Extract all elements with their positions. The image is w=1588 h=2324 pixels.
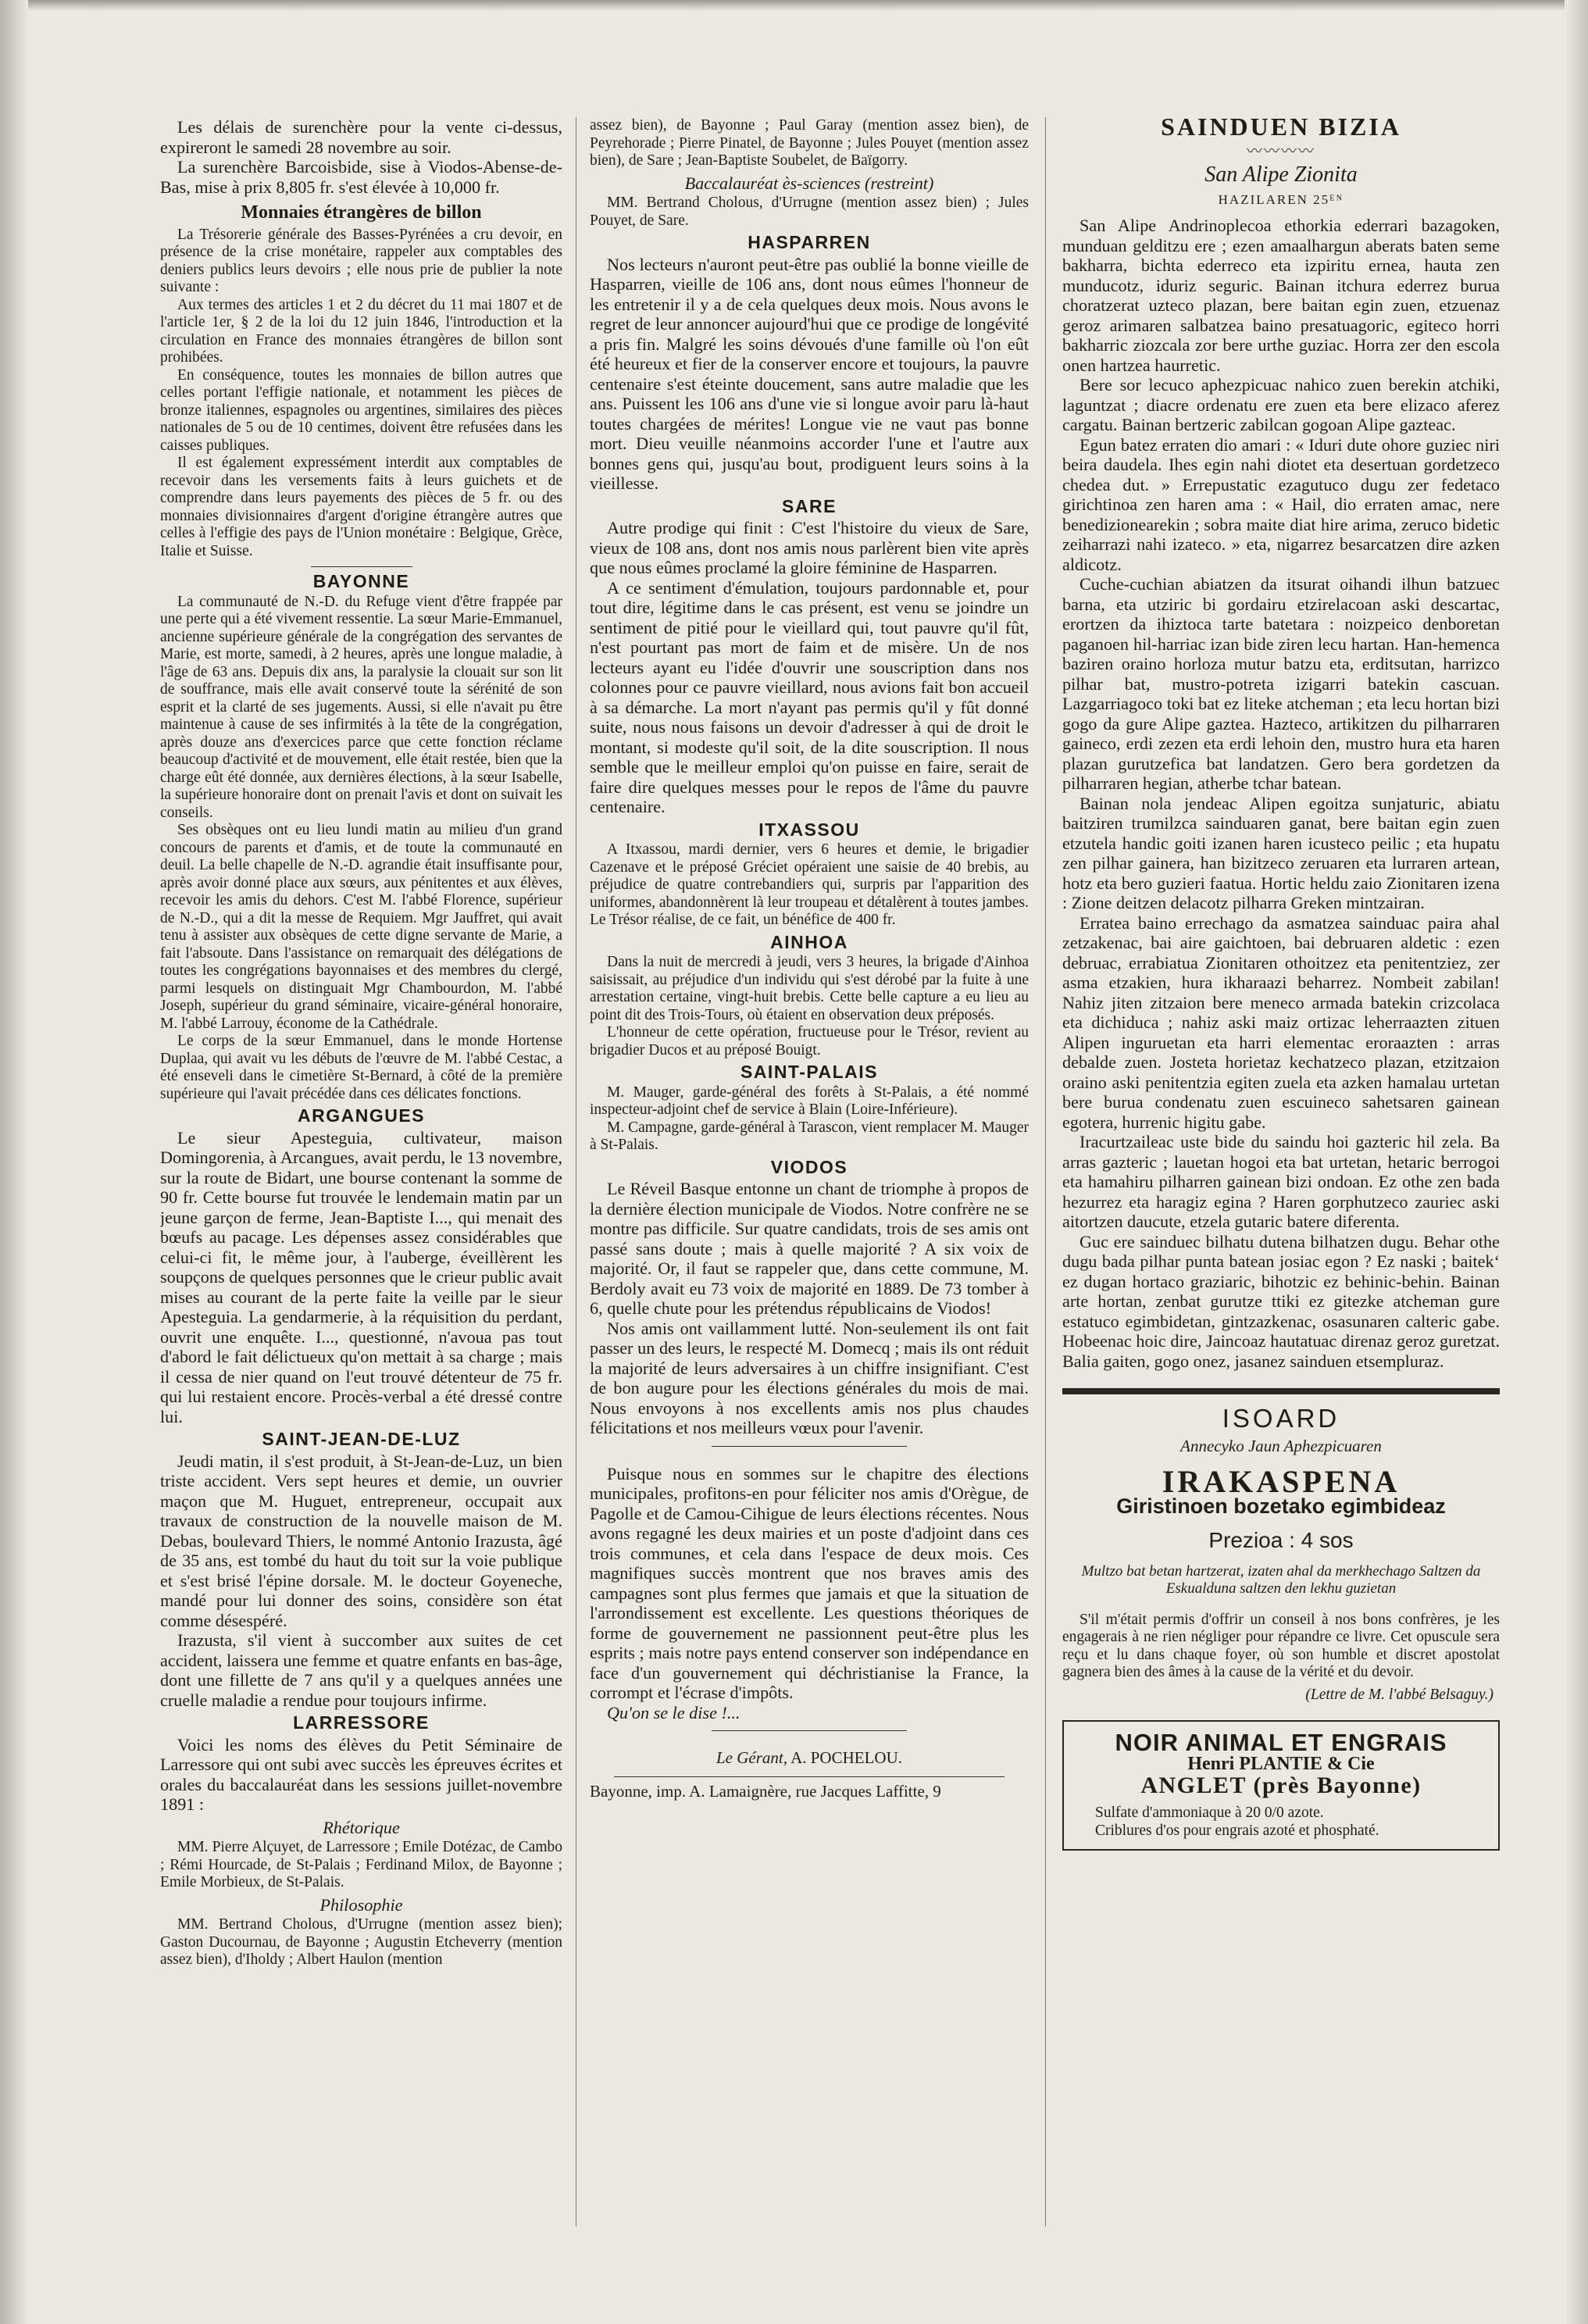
paragraph-puisque: Puisque nous en sommes sur le chapitre des élections municipales, profitons-en pour féliciter nos amis d'Orègue, de Pagolle et de Camou-Cihigue de leurs élections récentes. Nous avons regagné les deux mairies et un poste d'adjoint dans ces trois communes, et cela dans l'espace de deux mois. Ces magnifiques succès montrent que nos braves amis des campagnes sont plus fermes que jamais et que la situation de l'arrondissement est excellente. Les questions théoriques de forme de gouvernement ne passionnent peut-être plus les esprits ; mais notre pays entend conserver son indépendance en face d'un gouvernement qui déchristianise la France, la corrompt et l'écrase d'impôts.: [590, 1463, 1029, 1702]
advert-multzo: Multzo bat betan hartzerat, izaten ahal da merkhechago Saltzen da Eskualduna saltzen den lekhu guzietan: [1081, 1562, 1481, 1597]
paragraph-basque-5: Bainan nola jendeac Alipen egoitza sunjaturic, abiatu baitziren trumilzca sainduaren ganat, bere baitan egin zuen etzutela handic goiti izanen haren icusteco peilic ; eta hupatu zen pilhar gainera, han bizitzeco zeruaren eta lurraren artean, hotz eta bero guzieri faatua. Hortic heldu zaio Zionitaren izena : Zione deitzen delacotz pilharra Greken mintzairan.: [1062, 793, 1500, 912]
section-rule: [311, 566, 412, 567]
paragraph-basque-1: San Alipe Andrinoplecoa ethorkia ederrari bazagoken, munduan gelditzu ere ; ezen amaalhargun aberats baten seme bakharra, bichta ederreco eta izpiritu ernea, hauta zen munducotz, iduriz seguric. Bainan itchura ederrez burua choratzerat uzteco plazan, bere baitan egin zuen, etzuenaz geroz arimaren salbatzea baino presatuagoric, egiteco horri bakharric ziozcala zor bere urthe guziac. Horra zer den escola onen hartzea haurretic.: [1062, 216, 1500, 375]
ornament-wave: 〰〰〰〰: [1247, 142, 1315, 160]
advert-plantie: Henri PLANTIE & Cie: [1187, 1753, 1375, 1774]
page-edge-left: [0, 0, 28, 2324]
column-1: [160, 117, 562, 2289]
heading-sainduen-bizia: SAINDUEN BIZIA: [1161, 117, 1401, 141]
gerant-label: Le Gérant,: [715, 1748, 787, 1767]
paragraph-stjean-1: Jeudi matin, il s'est produit, à St-Jean-de-Luz, un bien triste accident. Vers sept heures et demie, un ouvrier maçon que M. Huguet, entrepreneur, occupait aux travaux de construction de la nouvelle maison de M. Debas, boulevard Thiers, le nommé Antonio Irazusta, âgé de 35 ans, est tombé du haut du toit sur la voie publique et s'est brisé l'épine dorsale. M. le docteur Goyeneche, mandé pour lui donner des soins, considère son état comme désespéré.: [160, 1451, 562, 1630]
advert-prezioa: Prezioa : 4 sos: [1208, 1528, 1354, 1552]
heading-sare: SARE: [782, 495, 837, 516]
paragraph-basque-3: Egun batez erraten dio amari : « Iduri dute ohore guziec niri beira daudela. Ihes egin nahi diotet eta desertuan gordetzeco chedea dut. » Errepustatic ezagutuco dugu zer fedetaco girichtinoa zen haren ama : « Hail, dio erraten amac, nere benedizionearekin ; sobra maite diat hire arima, zeruco bidetic zeiharrazi nahi izateco. » eta, nigarrez besarcatzen dire azken aldicotz.: [1062, 434, 1500, 574]
page-edge-right: [1565, 0, 1588, 2324]
paragraph-sare-1: Autre prodige qui finit : C'est l'histoire du vieux de Sare, vieux de 108 ans, dont nos amis nous parlèrent bien vite après que nous eûmes proclamé la gloire féminine de Hasparren.: [590, 518, 1029, 577]
paragraph-basque-2: Bere sor lecuco aphezpicuac nahico zuen berekin atchiki, laguntzat ; diacre ordenatu ere zuen eta bere elizaco aferez cargatu. Bainan bertzeric zabilcan gogoan Alipe gazteac.: [1062, 375, 1500, 434]
paragraph-basque-7: Iracurtzaileac uste bide du saindu hoi gazteric hil zela. Ba arras gazteric ; lauetan hogoi eta bat urtetan, hetaric berrogoi eta hamahiru pilharren gainean bizi ondoan. Ez othe zen bada hezurrez eta haragiz egina ? Haren gorphutzeco zauriec aski aitortzen daucute, etzela gutaric batere diferenta.: [1062, 1132, 1500, 1231]
advert-noir-animal: NOIR ANIMAL ET ENGRAIS: [1115, 1729, 1447, 1756]
advert-lettre: (Lettre de M. l'abbé Belsaguy.): [1305, 1686, 1493, 1703]
heading-saint-palais: SAINT-PALAIS: [740, 1062, 879, 1082]
subheading-philosophie: Philosophie: [319, 1894, 403, 1915]
advert-isoard: ISOARD: [1222, 1404, 1340, 1433]
paragraph-baccalaureat: MM. Bertrand Cholous, d'Urrugne (mention assez bien) ; Jules Pouyet, de Sare.: [590, 195, 1029, 229]
heading-arcangues: ARGANGUES: [297, 1105, 425, 1126]
subheading-baccalaureat: Baccalauréat ès-sciences (restreint): [684, 173, 934, 193]
advert-irakaspena: IRAKASPENA: [1162, 1464, 1401, 1499]
paragraph-monnaies-3: En conséquence, toutes les monnaies de billon autres que celles portant l'effigie nationale, et notamment les pièces de bronze italiennes, espagnoles ou argentines, similaires des pièces nationales de 5 ou de 10 centimes, doivent être refusées dans les caisses publiques.: [160, 366, 562, 454]
paragraph-bayonne-3: Le corps de la sœur Emmanuel, dans le monde Hortense Duplaa, qui avait vu les débuts de l'œuvre de M. l'abbé Cestac, a été enseveli dans le cimetière St-Bernard, à côté de la première supérieure qui l'avait précédée dans ces délicates fonctions.: [160, 1033, 562, 1102]
section-rule-elections: [712, 1446, 907, 1447]
heading-itxassou: ITXASSOU: [758, 819, 860, 840]
column-3: [1062, 117, 1500, 2289]
title-san-alipe: San Alipe Zionita: [1204, 162, 1358, 187]
paragraph-bayonne-2: Ses obsèques ont eu lieu lundi matin au milieu d'un grand concours de parents et d'amis, et de toute la communauté en deuil. La belle chapelle de N.-D. agrandie était insuffisante pour, après avoir donné place aux sœurs, aux pénitentes et aux élèves, recevoir les amis du dehors. C'est M. l'abbé Florence, supérieur de N.-D., qui a dit la messe de Requiem. Mgr Jauffret, qui avait tenu à assister aux obsèques de cette digne servante de Marie, a fait l'absoute. Dans l'assistance on remarquait des délégations de toutes les congrégations bayonnaises et des membres du clergé, parmi lesquels on distinguait Mgr Chambourdon, M. l'abbé Joseph, supérieur du grand séminaire, vicaire-général honoraire, M. l'abbé Larrouy, économe de la Cathédrale.: [160, 822, 562, 1032]
paragraph-stjean-2: Irazusta, s'il vient à succomber aux suites de cet accident, laissera une femme et quatre enfants en bas-âge, dont une fillette de 7 ans qu'il y a quelques années une cruelle maladie a rendue pour toujours infirme.: [160, 1630, 562, 1710]
paragraph-ainhoa-1: Dans la nuit de mercredi à jeudi, vers 3 heures, la brigade d'Ainhoa saisissait, au préjudice d'un individu qui s'est dérobé par la fuite à une arrestation certaine, vingt-huit brebis. Cette belle capture a eu lieu au point dit des Trois-Tours, où étaient en observation deux préposés.: [590, 954, 1029, 1023]
advert-recommendation: S'il m'était permis d'offrir un conseil à nos bons confrères, je les engagerais à ne rien négliger pour répandre ce livre. Cet opuscule sera reçu et lu dans chaque foyer, où son humble et discret apostolat gagnera bien des âmes à la cause de la vérité et du devoir.: [1062, 1611, 1500, 1680]
printer-line: Bayonne, imp. A. Lamaignère, rue Jacques Laffitte, 9: [590, 1781, 941, 1801]
paragraph-bayonne-1: La communauté de N.-D. du Refuge vient d'être frappée par une perte qui a été vivement ressentie. La sœur Marie-Emmanuel, ancienne supérieure générale de la congrégation des servantes de Marie, est morte, samedi, à 2 heures, après une longue maladie, à l'âge de 63 ans. Depuis dix ans, la paralysie la clouait sur son lit de souffrance, mais elle avait conservé toute la sérénité de son esprit et la clarté de ses jugements. Aussi, si elle n'avait pu être maintenue à cause de ses infirmités à la tête de la congrégation, après douze ans d'exercices parce que cette fonction réclame beaucoup d'activité et de mouvement, elle était restée, bien que la charge eût été donnée, aux dernières élections, à la sœur Isabelle, la supérieure honoraire dont on prenait l'avis et dont on suivait les conseils.: [160, 593, 562, 821]
paragraph-larressore-3: MM. Bertrand Cholous, d'Urrugne (mention assez bien); Gaston Ducournau, de Bayonne ; Augustin Etcheverry (mention assez bien), d'Iholdy ; Albert Haulon (mention: [160, 1916, 562, 1968]
heading-hasparren: HASPARREN: [748, 232, 871, 252]
paragraph-larressore-cont: assez bien), de Bayonne ; Paul Garay (mention assez bien), de Peyrehorade ; Pierre Pinatel, de Bayonne ; Jules Pouyet (mention assez bien), de Sare ; Jean-Baptiste Soubelet, de Baïgorry.: [590, 117, 1029, 169]
paragraph-larressore-1: Voici les noms des élèves du Petit Séminaire de Larressore qui ont subi avec succès les épreuves écrites et orales du baccalauréat dans les sessions juillet-novembre 1891 :: [160, 1734, 562, 1814]
paragraph-basque-4: Cuche-cuchian abiatzen da itsurat oihandi ilhun batzuec barna, eta utziric bi gordairu etzirelacoan aski descartac, erortzen da ihiztoca tarte batetara : noizpeico denboretan paganoen hil-harriac izan bide ziren lecu hartan. Han-hemenca baziren oraino horloza mutur batzu eta, erditsutan, harrizco pilhar bat, mustro-potreta izigarri batekin cascuan. Lazgarriagoco toki bat ez liteke atcheman ; eta lecu hortan bizi gogo da gure Alipe gaztea. Hazteco, artikitzen du pilharraren gaineco, erdi zezen eta erdi lehoin den, mustro hura eta haren plazan gurutzefica bat landatzen. Gero bera gordetzen da pilharraren hegian, atherbe tchar batean.: [1062, 574, 1500, 793]
heading-saint-jean-de-luz: SAINT-JEAN-DE-LUZ: [262, 1429, 461, 1449]
column-2: [590, 117, 1029, 2289]
gerant-name: A. POCHELOU.: [790, 1748, 902, 1767]
section-rule-gerant: [712, 1730, 907, 1731]
paragraph-monnaies-4: Il est également expressément interdit aux comptables de recevoir dans les versements faits à leurs guichets et de comprendre dans leurs payements des pièces de 5 fr. ou des monnaies divisionnaires d'argent d'origine étrangère autres que celles à l'effigie des pays de l'Union monétaire : Belgique, Grèce, Italie et Suisse.: [160, 455, 562, 559]
heading-larressore: LARRESSORE: [293, 1712, 430, 1733]
paragraph-larressore-2: MM. Pierre Alçuyet, de Larressore ; Emile Dotézac, de Cambo ; Rémi Hourcade, de St-Palais ; Ferdinand Milox, de Bayonne ; Emile Morbieux, de St-Palais.: [160, 1839, 562, 1890]
paragraph-stpalais-1: M. Mauger, garde-général des forêts à St-Palais, a été nommé inspecteur-adjoint chef de service à Blain (Loire-Inférieure).: [590, 1083, 1029, 1118]
advert-rule: [1062, 1388, 1500, 1394]
paragraph-sare-2: A ce sentiment d'émulation, toujours pardonnable et, pour tout dire, légitime dans le cas présent, est venu se joindre un sentiment de pitié pour le vieillard qui, tout pauvre qu'il fût, n'est pourtant pas mort de faim et de misère. Un de nos lecteurs ayant eu l'idée d'ouvrir une souscription dans nos colonnes pour ce pauvre vieillard, nous avions fait bon accueil à sa démarche. La mort n'ayant pas permis qu'il y fût donné suite, nous nous faisons un devoir d'adresser à qui de droit le montant, si modeste qu'il soit, de la dite souscription. Il nous semble que le meilleur emploi qu'on puisse en faire, serait de faire dire quelques messes pour le repos de l'âme du pauvre centenaire.: [590, 577, 1029, 816]
paragraph-surenchere-2: La surenchère Barcoisbide, sise à Viodos-Abense-de-Bas, mise à prix 8,805 fr. s'est élevée à 10,000 fr.: [160, 157, 562, 197]
heading-ainhoa: AINHOA: [770, 931, 848, 952]
paragraph-quon-se-le-dise: Qu'on se le dise !...: [607, 1702, 740, 1722]
date-hazilaren: HAZILAREN 25ᴱᴺ: [1218, 191, 1344, 207]
paragraph-ainhoa-2: L'honneur de cette opération, fructueuse pour le Trésor, revient au brigadier Ducos et au préposé Bouigt.: [590, 1024, 1029, 1058]
advert-anglet: ANGLET (près Bayonne): [1140, 1772, 1422, 1798]
advert-noir-animal-box: [1062, 1720, 1500, 1851]
paragraph-viodos-2: Nos amis ont vaillamment lutté. Non-seulement ils ont fait passer un des leurs, le respecté M. Domecq ; mais ils ont réduit la majorité de leurs adversaires à un chiffre insignifiant. C'est de bon augure pour les élections générales du mois de mai. Nous envoyons à nos excellents amis nos plus chaudes félicitations et nos meilleurs vœux pour l'avenir.: [590, 1318, 1029, 1437]
column-rule-2: [1045, 117, 1046, 2226]
paragraph-stpalais-2: M. Campagne, garde-général à Tarascon, vient remplacer M. Mauger à St-Palais.: [590, 1119, 1029, 1153]
heading-monnaies: Monnaies étrangères de billon: [241, 202, 482, 223]
gerant-line: [590, 1748, 1029, 1769]
paragraph-viodos-1: Le Réveil Basque entonne un chant de triomphe à propos de la dernière élection municipale de Viodos. Notre confrère ne se montre pas difficile. Sur quatre candidats, trois de ses amis ont passé sans doute ; mais à quelle majorité ? A six voix de majorité. Or, il faut se rappeler que, dans cette commune, M. Berdoly avait eu 73 voix de majorité en 1889. De 73 tomber à 6, quelle chute pour les prétendus républicains de Viodos!: [590, 1179, 1029, 1318]
section-rule-printer: [614, 1776, 1005, 1777]
heading-viodos: VIODOS: [770, 1156, 848, 1177]
paragraph-basque-8: Guc ere sainduec bilhatu dutena bilhatzen dugu. Behar othe dugu bada pilhar punta batean josiac egon ? Ez naski ; baitekʻ ez dugan hortaco graziaric, bihotzic ez behinic-behin. Bainan arte hortan, zenbat gurutze ttiki ez gitezke atcheman gure estatuco egimbidetan, gintzazkenac, osasunaren calteric gabe. Hobeenac hoic dire, Jaincoaz hautatuac direnaz geroz guretzat. Balia gaiten, gogo onez, jasanez sainduen etsempluraz.: [1062, 1231, 1500, 1371]
advert-criblures: Criblures d'os pour engrais azoté et phosphaté.: [1095, 1822, 1379, 1839]
paragraph-basque-6: Erratea baino errechago da asmatzea sainduac paira ahal zetzakenac, bai aire gaichtoen, bai debruaren aldetic : ezen debruac, errabiatua Zionitaren othoitzez eta penitentziez, zer asma etzakien, hura ikharaazi beharrez. Nombeit zabilan! Nahiz jiten zitzaion bere meneco armada batekin crizcolaca eta dichiduca ; nahiz aski maiz ortizac leherraazten zituen Alipen inguruetan eta harri elementac eroraazten : arras debalde zuen. Josteta horietaz kechatzeco plazan, etzitzaion oraino aski penitentzia egiten zuela eta azken hamalau urtetan bere burua condenatu zuen escuineco sahetsaren gainean egotera, hurrenic higitu gabe.: [1062, 912, 1500, 1132]
paragraph-itxassou: A Itxassou, mardi dernier, vers 6 heures et demie, le brigadier Cazenave et le préposé Gréciet opéraient une saisie de 40 brebis, au préjudice de quatre contrebandiers qui, surpris par l'apparition des uniformes, abandonnèrent là leur troupeau et détalèrent à toutes jambes. Le Trésor réalise, de ce fait, un bénéfice de 400 fr.: [590, 841, 1029, 928]
page-edge-top: [0, 0, 1588, 11]
subheading-rhetorique: Rhétorique: [323, 1817, 400, 1837]
heading-bayonne: BAYONNE: [312, 571, 410, 591]
paragraph-monnaies-1: La Trésorerie générale des Basses-Pyrénées a cru devoir, en présence de la crise monétaire, rappeler aux comptables des deniers publics leurs devoirs ; elle nous prie de publier la note suivante :: [160, 226, 562, 295]
advert-giristinoen: Giristinoen bozetako egimbideaz: [1116, 1494, 1446, 1518]
paragraph-surenchere-1: Les délais de surenchère pour la vente ci-dessus, expireront le samedi 28 novembre au soir.: [160, 117, 562, 157]
advert-annecy: Annecyko Jaun Aphezpicuaren: [1180, 1436, 1382, 1455]
paragraph-arcangues: Le sieur Apesteguia, cultivateur, maison Domingorenia, à Arcangues, avait perdu, le 13 novembre, sur la route de Bidart, une bourse contenant la somme de 90 fr. Cette bourse fut trouvée le lendemain matin par un jeune garçon de ferme, Jean-Baptiste I..., qui menait des bœufs au pacage. Les dépenses assez considérables que celui-ci fit, le même jour, à l'auberge, éveillèrent les soupçons de quelques personnes que le crieur public avait mises au courant de la perte faite la veille par le sieur Apesteguia. La gendarmerie, à la réquisition du perdant, ouvrit une enquête. I..., questionné, n'avoua pas tout d'abord le fait délictueux qu'on mettait à sa charge ; mais il cessa de nier quand on l'eut trouvé détenteur de 75 fr. qui lui restaient encore. Procès-verbal a été dressé contre lui.: [160, 1127, 562, 1426]
paragraph-monnaies-2: Aux termes des articles 1 et 2 du décret du 11 mai 1807 et de l'article 1er, § 2 de la loi du 12 juin 1846, l'introduction et la circulation en France des monnaies étrangères de billon sont prohibées.: [160, 296, 562, 366]
paragraph-hasparren: Nos lecteurs n'auront peut-être pas oublié la bonne vieille de Hasparren, vieille de 106 ans, dont nous eûmes l'honneur de les entretenir il y a de cela quelques deux mois. Nous avons le regret de leur annoncer aujourd'hui que ce prodige de longévité a pris fin. Malgré les soins dévoués d'une famille où l'on eût été heureux et fier de la conserver encore et toujours, la pauvre centenaire s'est éteinte doucement, sans autre maladie que les ans. Puissent les 106 ans d'une vie si longue avoir paru là-haut toutes chargées de mérites! Longue vie ne vaut pas bonne mort. Dieu veuille néanmoins accorder l'une et l'autre aux bonnes gens qui, jusqu'au bout, prodiguent leurs soins à la vieillesse.: [590, 254, 1029, 493]
advert-sulfate: Sulfate d'ammoniaque à 20 0/0 azote.: [1095, 1804, 1324, 1821]
